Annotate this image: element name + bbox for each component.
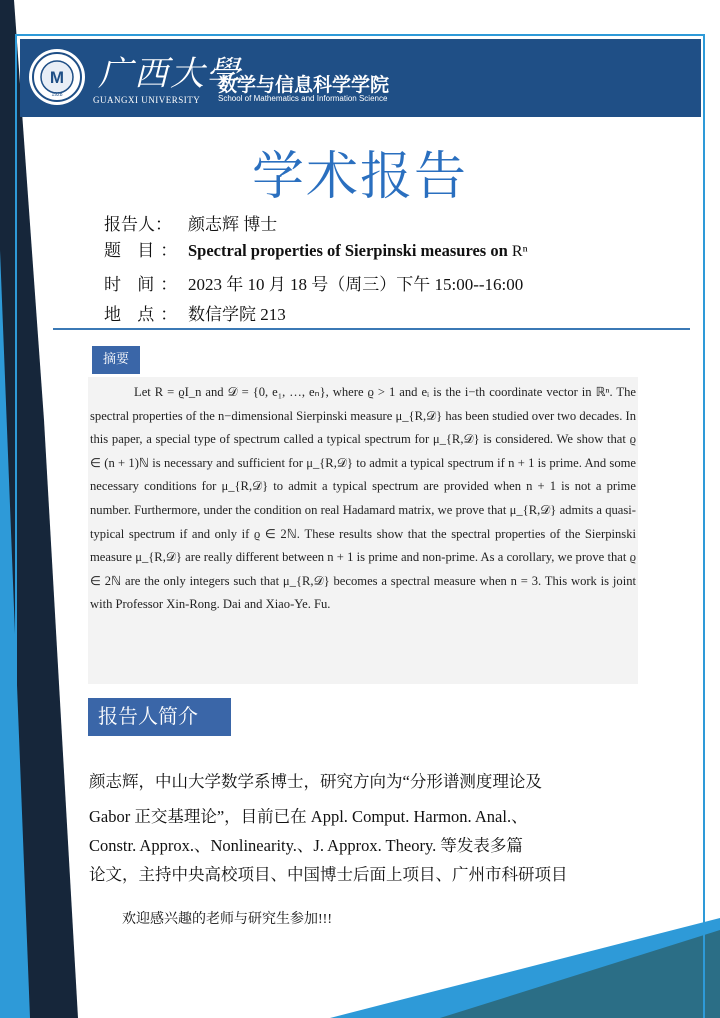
bio-line: 颜志辉，中山大学数学系博士，研究方向为“分形谱测度理论及 [89, 772, 542, 791]
svg-text:1928: 1928 [51, 92, 63, 98]
place-value: 数信学院 213 [188, 305, 286, 324]
bio-tag: 报告人简介 [88, 698, 231, 736]
topic-row [104, 236, 528, 261]
place-label: 地 点： [104, 305, 184, 324]
page-title: 学术报告 [251, 147, 468, 207]
time-row [104, 270, 523, 295]
university-logo-icon [28, 48, 86, 106]
school-name-cn: 数学与信息科学学院 [218, 74, 390, 96]
university-name-cn: 广西大學 [98, 54, 242, 94]
bio-line: Constr. Approx.、Nonlinearity.、J. Approx. Theory. 等发表多篇 [89, 836, 523, 855]
bio-line: 论文，主持中央高校项目、中国博士后面上项目、广州市科研项目 [89, 865, 568, 884]
speaker-name: 颜志辉 博士 [188, 215, 278, 234]
abstract-box [88, 377, 638, 684]
svg-text:M: M [49, 68, 65, 87]
time-label: 时 间： [104, 275, 184, 294]
topic-space: Rⁿ [511, 243, 528, 260]
welcome-text: 欢迎感兴趣的老师与研究生参加!!! [122, 912, 332, 927]
section-divider [53, 328, 690, 330]
abstract-tag: 摘要 [92, 346, 140, 374]
time-value: 2023 年 10 月 18 号（周三）下午 15:00--16:00 [188, 275, 524, 294]
topic-text: Spectral properties of Sierpinski measures on [188, 241, 512, 260]
school-name-en: School of Mathematics and Information Science [218, 94, 388, 103]
abstract-text: Let R = ϱI_n and 𝒟 = {0, e₁, …, eₙ}, where ϱ > 1 and eᵢ is the i−th coordinate vector in ℝⁿ. The spectral properties of the n−dimensional Sierpinski measure μ_{R,𝒟} has been studied over two decades. In this paper, a special type of spectrum called a typical spectrum for μ_{R,𝒟} is considered. We show that ϱ ∈ (n + 1)ℕ is necessary and sufficient for μ_{R,𝒟} to admit a typical spectrum if n + 1 is prime. And some necessary conditions for μ_{R,𝒟} to admit a typical spectrum are provided when n + 1 is not a prime number. Furthermore, under the condition on real Hadamard matrix, we prove that μ_{R,𝒟} admits a quasi-typical spectrum if and only if ϱ ∈ 2ℕ. These results show that the spectral properties of the Sierpinski measure μ_{R,𝒟} are really different between n + 1 is prime and non-prime. As a corollary, we prove that ϱ ∈ 2ℕ are the only integers such that μ_{R,𝒟} becomes a spectral measure when n = 3. This work is joint with Professor Xin-Rong. Dai and Xiao-Ye. Fu. [90, 385, 636, 612]
place-row [104, 300, 286, 325]
topic-label: 题 目： [104, 241, 184, 260]
speaker-row [104, 210, 277, 235]
university-name-en: GUANGXI UNIVERSITY [93, 95, 201, 105]
bio-line: Gabor 正交基理论”，目前已在 Appl. Comput. Harmon. Anal.、 [89, 807, 528, 826]
speaker-label: 报告人： [104, 215, 172, 234]
